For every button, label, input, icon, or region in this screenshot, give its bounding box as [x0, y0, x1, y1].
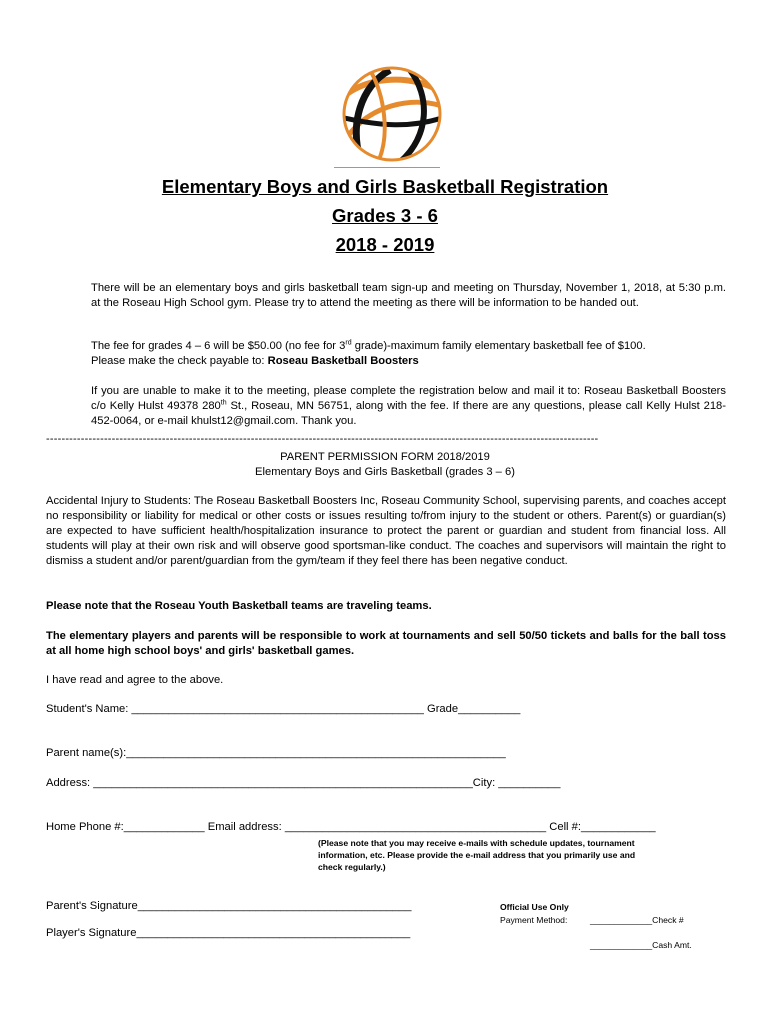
- player-signature-field[interactable]: Player's Signature____________________________________________: [46, 927, 411, 939]
- official-use-title: Official Use Only: [500, 902, 569, 912]
- mail-sup: th: [220, 399, 227, 407]
- basketball-logo-icon: [330, 66, 450, 172]
- traveling-note: Please note that the Roseau Youth Basketball teams are traveling teams.: [46, 600, 432, 612]
- section-divider: -----------------------------------------------------------------------------------------------------------------------------------------------: [46, 433, 599, 445]
- phone-email-field[interactable]: Home Phone #:_____________ Email address: __________________________________________ Cell #:____________: [46, 821, 656, 833]
- payment-method-label: Payment Method:: [500, 915, 568, 925]
- payable-label: Please make the check payable to:: [91, 355, 268, 367]
- parent-signature-field[interactable]: Parent's Signature____________________________________________: [46, 900, 412, 912]
- check-field[interactable]: _____________Check #: [590, 915, 684, 925]
- email-note: (Please note that you may receive e-mails with schedule updates, tournament information, etc. Please provide the e-mail address that you primarily use and check regularly.): [318, 838, 636, 872]
- intro-paragraph-3: [91, 384, 726, 429]
- agree-text: I have read and agree to the above.: [46, 674, 224, 686]
- mail-text-rest: St., Roseau, MN 56751, along with the fee. If there are any questions, please call Kelly Hulst 218-452-0064, or e-mail khulst12@gmail.com. Thank you.: [91, 400, 726, 427]
- responsibility-note: The elementary players and parents will be responsible to work at tournaments and sell 50/50 tickets and balls for the ball toss at all home high school boys' and girls' basketball games.: [46, 630, 726, 657]
- intro-paragraph-1: There will be an elementary boys and girls basketball team sign-up and meeting on Thursday, November 1, 2018, at 5:30 p.m. at the Roseau High School gym. Please try to attend the meeting as there will be information to be handed out.: [91, 282, 726, 309]
- parent-name-field[interactable]: Parent name(s):_____________________________________________________________: [46, 747, 506, 759]
- fee-text: The fee for grades 4 – 6 will be $50.00 (no fee for 3: [91, 340, 346, 352]
- intro-paragraph-2: [91, 339, 731, 369]
- fee-text-rest: grade)-maximum family elementary basketball fee of $100.: [351, 340, 646, 352]
- form-subtitle: Elementary Boys and Girls Basketball (grades 3 – 6): [255, 466, 515, 478]
- page-title: Elementary Boys and Girls Basketball Registration: [161, 176, 609, 197]
- address-field[interactable]: Address: _____________________________________________________________City: __________: [46, 777, 561, 789]
- mail-text: If you are unable to make it to the meeting, please complete the registration below and mail it to: Roseau Basketball Boosters c/o Kelly Hulst 49378 280: [91, 385, 726, 412]
- grades-heading: Grades 3 - 6: [332, 205, 438, 226]
- logo-underline: [334, 167, 440, 168]
- fee-sup: rd: [345, 339, 352, 347]
- student-name-field[interactable]: Student's Name: _______________________________________________ Grade__________: [46, 703, 521, 715]
- cash-field[interactable]: _____________Cash Amt.: [590, 940, 692, 950]
- year-heading: 2018 - 2019: [335, 234, 435, 255]
- injury-paragraph: Accidental Injury to Students: The Roseau Basketball Boosters Inc, Roseau Community School, supervising parents, and coaches accept no responsibility or liability for medical or other costs or issues resulting to/from injury to the student or others. Parent(s) or guardian(s) are expected to have sufficient health/hospitalization insurance to protect the parent or guardian and student from financial loss. All students will play at their own risk and will observe good sportsman-like conduct. The coaches and supervisors will maintain the right to dismiss a student and/or parent/guardian from the gym/team if they feel there has been negative conduct.: [46, 495, 726, 567]
- payee-name: Roseau Basketball Boosters: [267, 355, 419, 367]
- form-title: PARENT PERMISSION FORM 2018/2019: [280, 451, 490, 463]
